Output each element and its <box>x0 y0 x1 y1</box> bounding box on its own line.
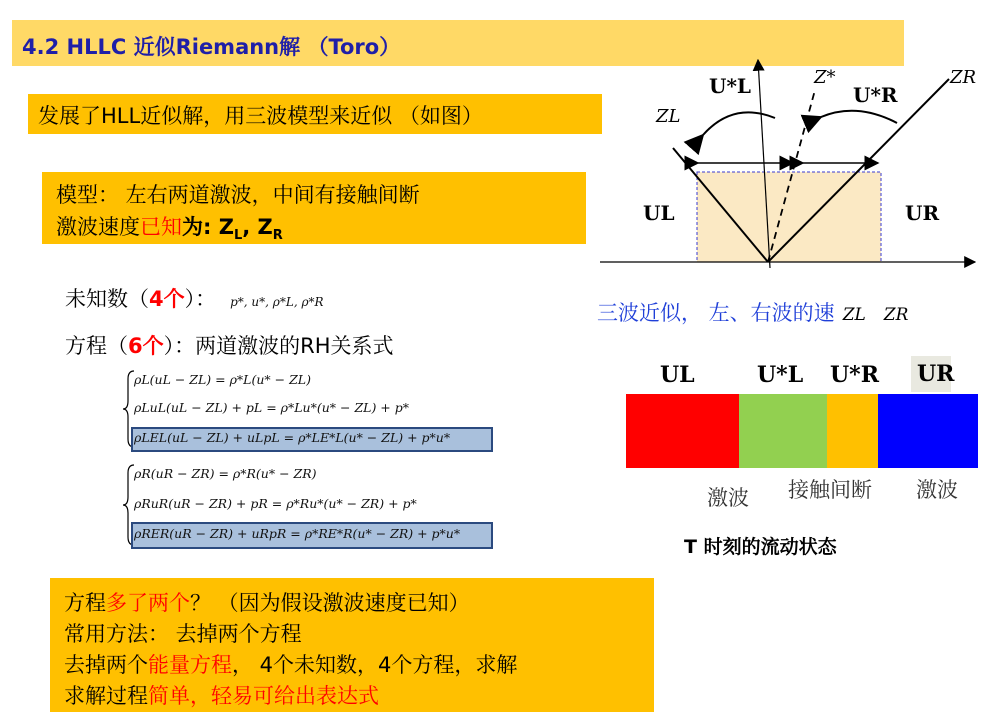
state-segment-ur <box>878 394 978 468</box>
wave-diagram <box>595 55 990 280</box>
intro-text: 发展了HLL近似解，用三波模型来近似 （如图） <box>38 104 483 128</box>
label-contact: 接触间断 <box>788 478 872 502</box>
equations-line: 方程（6个）：两道激波的RH关系式 <box>65 334 394 358</box>
equation-right-1: ρR(uR − ZR) = ρ*R(u* − ZR) <box>134 466 317 481</box>
state-segment-ustar-l <box>739 394 827 468</box>
label-z-l: ZL <box>656 106 681 127</box>
equation-left-3: ρLEL(uL − ZL) + uLpL = ρ*LE*L(u* − ZL) + p*u* <box>134 430 451 445</box>
bar-label-u-l: UL <box>660 362 695 388</box>
label-shock-right: 激波 <box>916 478 958 502</box>
conclusion-line-3: 去掉两个能量方程， 4个未知数，4个方程，求解 <box>64 653 518 677</box>
label-u-star-r: U*R <box>853 83 898 107</box>
equation-left-2: ρLuL(uL − ZL) + pL = ρ*Lu*(u* − ZL) + p* <box>134 400 409 415</box>
label-u-l: UL <box>643 201 675 225</box>
state-caption: T 时刻的流动状态 <box>684 536 837 558</box>
label-u-r: UR <box>905 201 940 225</box>
state-segment-ul <box>626 394 739 468</box>
left-curve-arrow <box>703 112 775 135</box>
equation-left-1: ρL(uL − ZL) = ρ*L(u* − ZL) <box>134 372 311 387</box>
bar-label-u-r: UR <box>911 356 951 392</box>
star-region <box>697 172 881 262</box>
state-bar <box>626 394 978 468</box>
label-z-star: Z* <box>814 67 836 88</box>
equation-right-3: ρRER(uR − ZR) + uRpR = ρ*RE*R(u* − ZR) + p*u* <box>134 526 461 541</box>
equation-right-2: ρRuR(uR − ZR) + pR = ρ*Ru*(u* − ZR) + p* <box>134 496 417 511</box>
conclusion-line-4: 求解过程简单，轻易可给出表达式 <box>64 684 379 708</box>
right-curve-arrow <box>821 111 897 123</box>
label-z-r: ZR <box>950 67 977 88</box>
label-u-star-l: U*L <box>709 74 751 98</box>
unknowns-vars: p*, u*, ρ*L, ρ*R <box>230 295 324 309</box>
model-line-2: 激波速度已知为: $Z_L$, $Z_R$ <box>56 215 283 244</box>
conclusion-line-2: 常用方法： 去掉两个方程 <box>64 622 302 646</box>
state-segment-ustar-r <box>827 394 878 468</box>
bar-label-u-star-r: U*R <box>830 362 879 388</box>
three-wave-caption: 三波近似， 左、右波的速 ZL ZR <box>597 301 909 325</box>
model-line-1: 模型： 左右两道激波，中间有接触间断 <box>56 183 420 207</box>
bar-label-u-star-l: U*L <box>757 362 804 388</box>
unknowns-line: 未知数（4个）： p*, u*, ρ*L, ρ*R <box>65 287 324 311</box>
conclusion-line-1: 方程多了两个？ （因为假设激波速度已知） <box>64 591 470 615</box>
slide-title: 4.2 HLLC 近似Riemann解 （Toro） <box>22 35 401 59</box>
label-shock-left: 激波 <box>707 486 749 510</box>
